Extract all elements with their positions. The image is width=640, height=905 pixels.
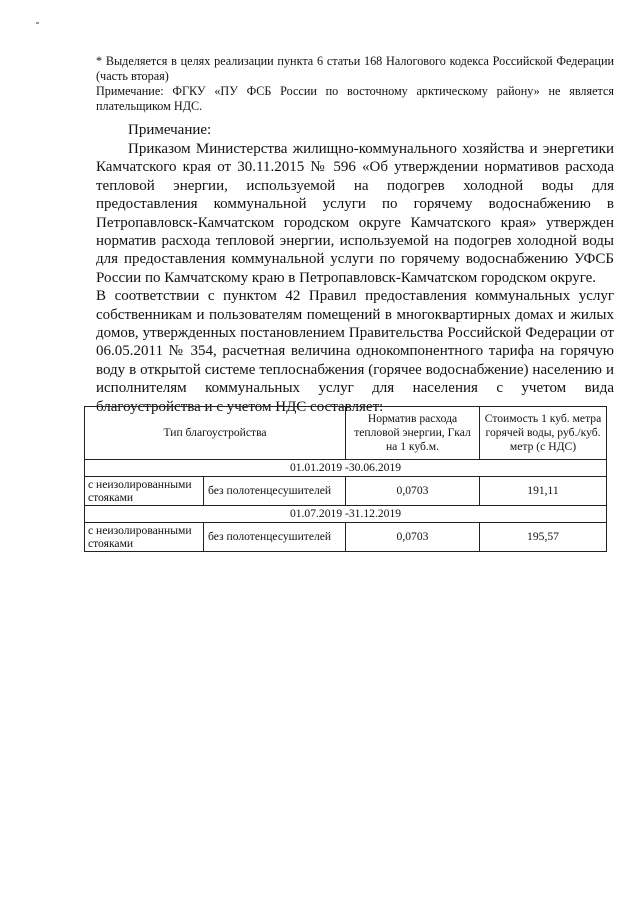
period-label: 01.07.2019 -31.12.2019 <box>85 506 607 523</box>
table-header-row <box>85 407 607 460</box>
header-norm: Норматив расхода тепловой энергии, Гкал на 1 куб.м. <box>346 407 480 460</box>
cell-subtype: без полотенцесушителей <box>204 523 346 552</box>
header-type: Тип благоустройства <box>85 407 346 460</box>
period-row <box>85 506 607 523</box>
cell-type: с неизолированными стояками <box>85 523 204 552</box>
period-row <box>85 460 607 477</box>
header-price: Стоимость 1 куб. метра горячей воды, руб./куб. метр (с НДС) <box>480 407 607 460</box>
cell-subtype: без полотенцесушителей <box>204 477 346 506</box>
footnote-vat: * Выделяется в целях реализации пункта 6 статьи 168 Налогового кодекса Российской Федерации (часть вторая) <box>96 54 614 83</box>
table-row <box>85 523 607 552</box>
scan-speck <box>36 22 39 24</box>
footnote-not-vat-payer: Примечание: ФГКУ «ПУ ФСБ России по восточному арктическому району» не является плательщиком НДС. <box>96 84 614 113</box>
cell-price: 195,57 <box>480 523 607 552</box>
cell-price: 191,11 <box>480 477 607 506</box>
cell-norm: 0,0703 <box>346 523 480 552</box>
cell-type: с неизолированными стояками <box>85 477 204 506</box>
note-paragraph-order: Приказом Министерства жилищно-коммунального хозяйства и энергетики Камчатского края от 30.11.2015 № 596 «Об утверждении нормативов расхода тепловой энергии, используемой на подогрев холодной воды для предоставления коммунальной услуги по горячему водоснабжению в Петропавловск-Камчатском городском округе Камчатского края» утвержден норматив расхода тепловой энергии, используемой на подогрев холодной воды для предоставления коммунальной услуги по горячему водоснабжению УФСБ России по Камчатскому краю в Петропавловск-Камчатском городском округе. <box>96 141 614 286</box>
cell-norm: 0,0703 <box>346 477 480 506</box>
table-row <box>85 477 607 506</box>
note-body <box>96 140 614 416</box>
tariff-table <box>84 406 607 552</box>
period-label: 01.01.2019 -30.06.2019 <box>85 460 607 477</box>
note-paragraph-tariff: В соответствии с пунктом 42 Правил предоставления коммунальных услуг собственникам и пользователям помещений в многоквартирных домах и жилых домов, утвержденных постановлением Правительства Российской Федерации от 06.05.2011 № 354, расчетная величина однокомпонентного тарифа на горячую воду в открытой системе теплоснабжения (горячее водоснабжение) населению и исполнителям коммунальных услуг для населения с учетом вида благоустройства и с учетом НДС составляет: <box>96 288 614 415</box>
note-label: Примечание: <box>128 122 212 138</box>
